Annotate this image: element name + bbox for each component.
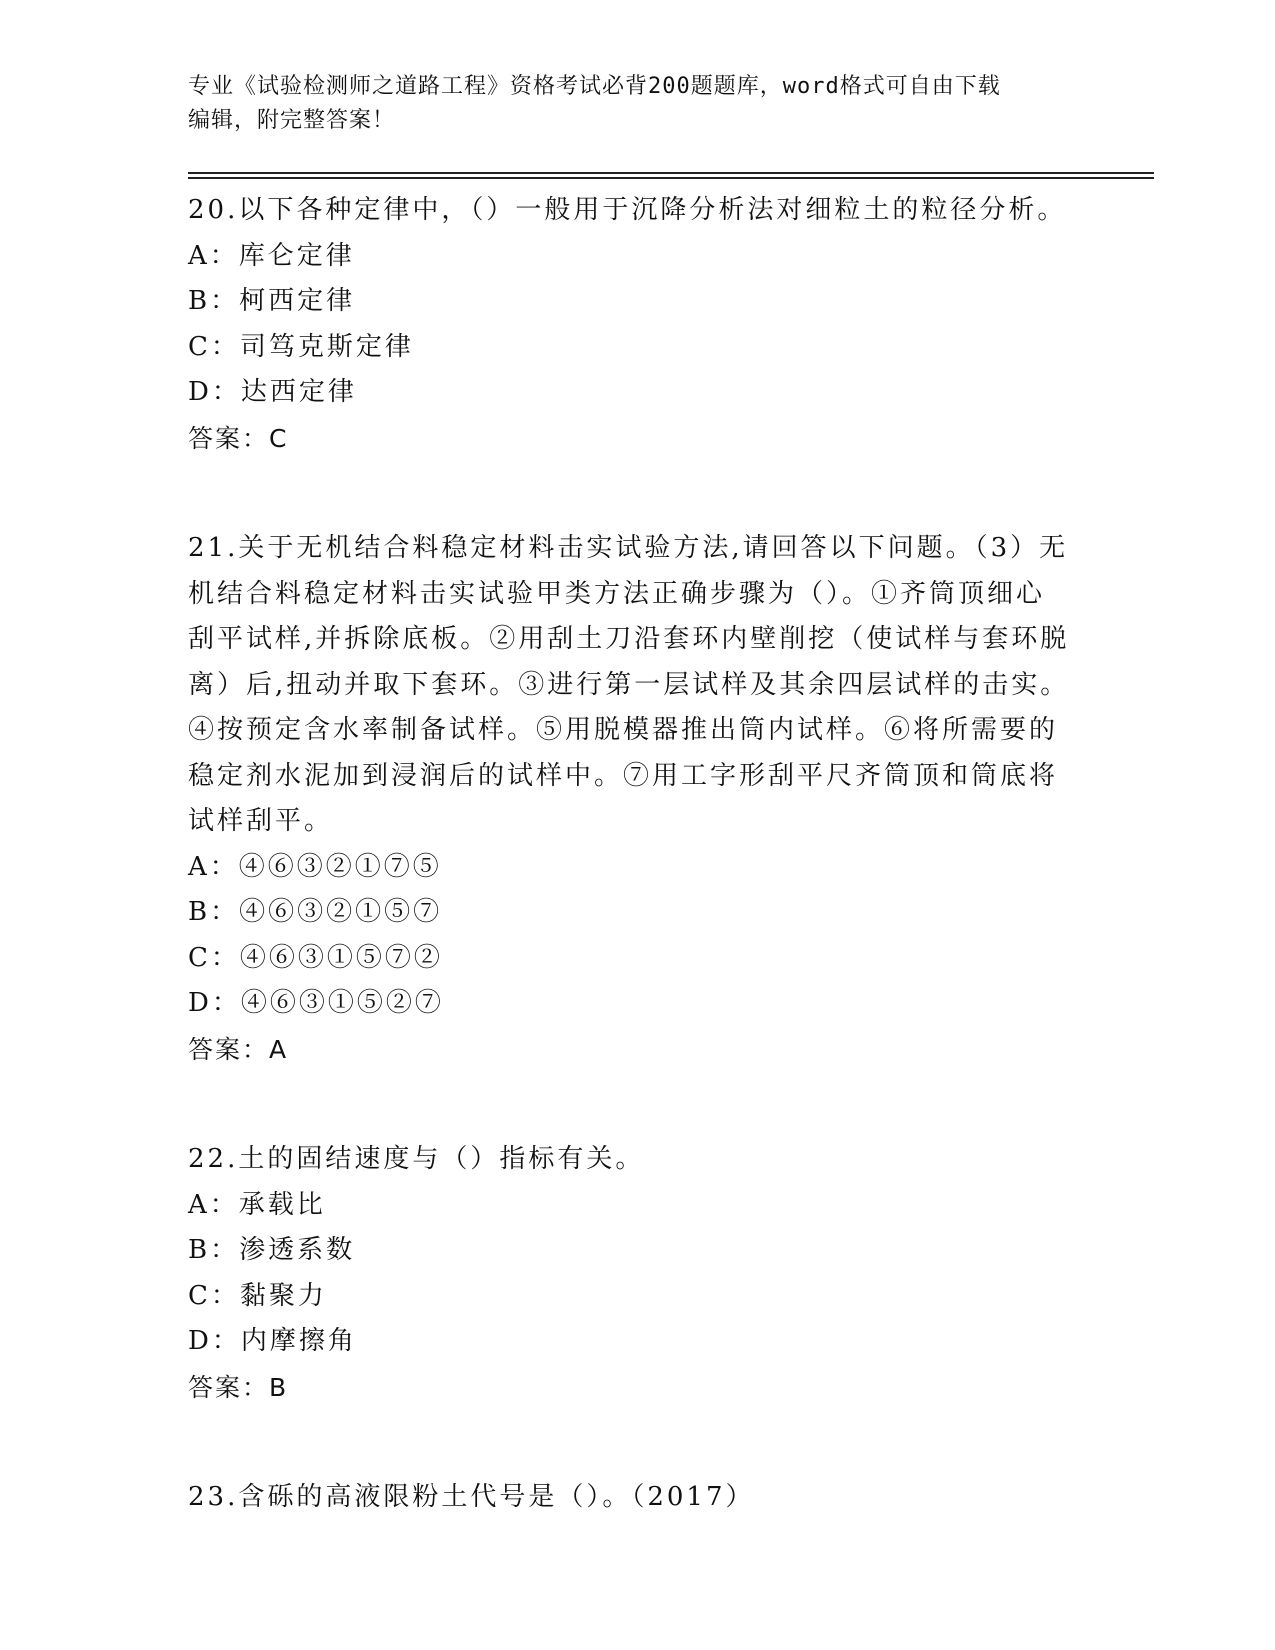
- option-c: C：④⑥③①⑤⑦②: [188, 942, 443, 973]
- option-a: A：④⑥③②①⑦⑤: [188, 851, 442, 882]
- header-divider-bottom: [188, 177, 1154, 179]
- option-b: B：柯西定律: [188, 286, 356, 316]
- question-stem-line: ④按预定含水率制备试样。⑤用脱模器推出筒内试样。⑥将所需要的: [188, 715, 1059, 745]
- question-stem-line: 试样刮平。: [188, 806, 334, 836]
- option-c: C：司笃克斯定律: [188, 331, 414, 362]
- answer: 答案：C: [188, 423, 289, 453]
- header-line-1: 专业《试验检测师之道路工程》资格考试必背200题题库，word格式可自由下载: [188, 74, 1001, 99]
- question-stem-line: 刮平试样,并拆除底板。②用刮土刀沿套环内壁削挖（使试样与套环脱: [188, 624, 1070, 654]
- question-spacer: [188, 461, 1088, 526]
- option-a: A：承载比: [188, 1189, 326, 1220]
- question-spacer: [188, 1410, 1088, 1475]
- option-d: D：内摩擦角: [188, 1326, 357, 1356]
- question-21: [188, 526, 1088, 1072]
- question-stem-line: 机结合料稳定材料击实试验甲类方法正确步骤为（）。①齐筒顶细心: [188, 578, 1046, 609]
- document-header: [188, 70, 1088, 138]
- answer: 答案：B: [188, 1372, 289, 1402]
- header-line-2: 编辑，附完整答案！: [188, 108, 396, 133]
- question-stem-line: 22.土的固结速度与（）指标有关。: [188, 1144, 645, 1174]
- option-d: D：④⑥③①⑤②⑦: [188, 988, 444, 1018]
- option-a: A：库仑定律: [188, 240, 355, 271]
- question-20: [188, 188, 1088, 461]
- question-stem-line: 稳定剂水泥加到浸润后的试样中。⑦用工字形刮平尺齐筒顶和筒底将: [188, 760, 1059, 791]
- option-d: D：达西定律: [188, 377, 357, 407]
- option-c: C：黏聚力: [188, 1280, 327, 1311]
- question-list: [188, 188, 1088, 1521]
- question-stem-line: 21.关于无机结合料稳定材料击实试验方法,请回答以下问题。（3）无: [188, 533, 1069, 563]
- question-stem-line: 20.以下各种定律中，（）一般用于沉降分析法对细粒土的粒径分析。: [188, 195, 1067, 225]
- question-22: [188, 1137, 1088, 1410]
- question-stem-line: 23.含砾的高液限粉土代号是（）。（2017）: [188, 1482, 755, 1512]
- question-spacer: [188, 1072, 1088, 1137]
- option-b: B：渗透系数: [188, 1235, 356, 1265]
- option-b: B：④⑥③②①⑤⑦: [188, 897, 443, 927]
- header-divider-top: [188, 172, 1154, 174]
- answer: 答案：A: [188, 1034, 289, 1064]
- question-stem-line: 离）后,扭动并取下套环。③进行第一层试样及其余四层试样的击实。: [188, 669, 1070, 700]
- question-23: [188, 1475, 1088, 1521]
